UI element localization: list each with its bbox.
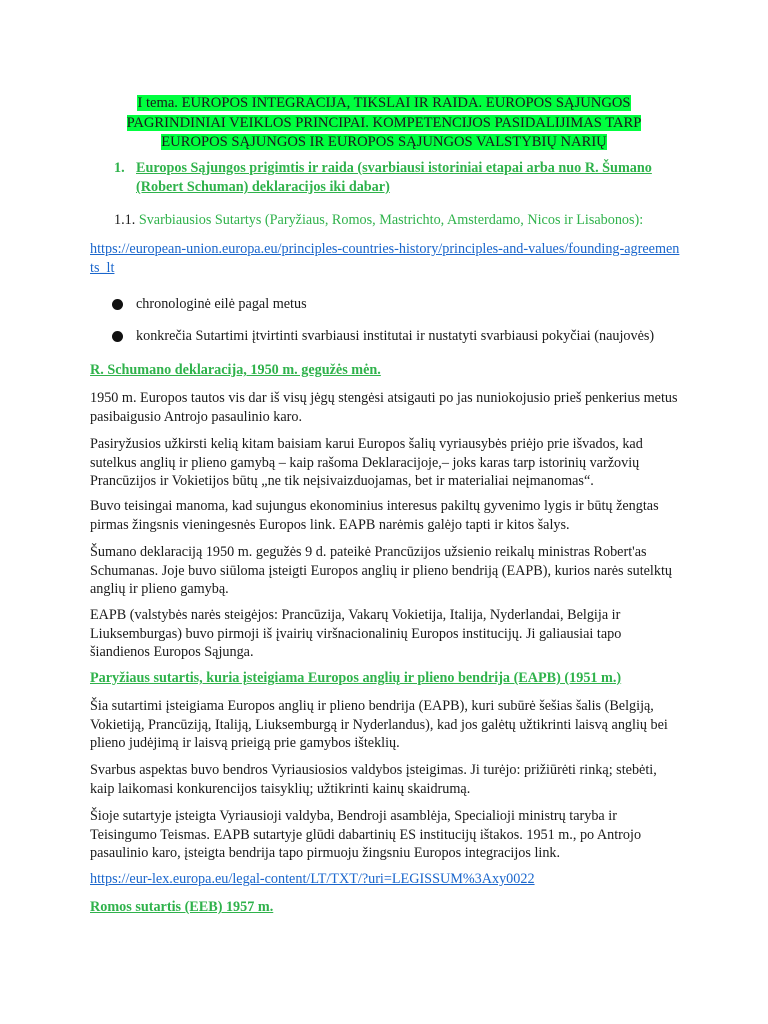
title-line-3: EUROPOS SĄJUNGOS IR EUROPOS SĄJUNGOS VALSTYBIŲ NARIŲ bbox=[161, 134, 607, 150]
eur-lex-link-block bbox=[90, 870, 680, 889]
bullet-dot-icon bbox=[112, 331, 123, 342]
section-1-text: Europos Sąjungos prigimtis ir raida (svarbiausi istoriniai etapai arba nuo R. Šumano (Robert Schuman) deklaracijos iki dabar) bbox=[136, 160, 652, 195]
document-title bbox=[100, 94, 668, 153]
founding-agreements-link-block bbox=[90, 240, 680, 277]
paragraph-6: Šia sutartimi įsteigiama Europos anglių ir plieno bendrija (EAPB), kuri subūrė šešias šalis (Belgiją, Vokietiją, Prancūziją, Italiją, Liuksemburgą ir Nyderlandus), kad jos galėtų užtikrinti laisvą anglių bei plieno judėjimą ir laisvą prieigą prie gamybos išteklių. bbox=[90, 698, 668, 751]
paragraph-3: Buvo teisingai manoma, kad sujungus ekonominius interesus pakiltų gyvenimo lygis ir būtų žengtas pirmas žingsnis vieningesnės Europos link. EAPB narėmis galėjo tapti ir kitos šalys. bbox=[90, 498, 659, 533]
heading-schuman-declaration: R. Schumano deklaracija, 1950 m. gegužės mėn. bbox=[90, 362, 381, 378]
paragraph-2: Pasiryžusios užkirsti kelią kitam baisiam karui Europos šalių vyriausybės priėjo prie išvados, kad sutelkus anglių ir plieno gamybą – kaip rašoma Deklaracijoje,– joks karas tarp istorinių varžovių Prancūzijos ir Vokietijos būtų „ne tik neįsivaizduojamas, bet ir materialiai neįmanomas“. bbox=[90, 436, 643, 489]
paragraph-4: Šumano deklaraciją 1950 m. gegužės 9 d. pateikė Prancūzijos užsienio reikalų ministras Robert'as Schumanas. Joje buvo siūloma įsteigti Europos anglių ir plieno bendriją (EAPB), kurios narės sutelktų anglių ir plieno gamybą. bbox=[90, 544, 672, 597]
title-line-1: I tema. EUROPOS INTEGRACIJA, TIKSLAI IR RAIDA. EUROPOS SĄJUNGOS bbox=[137, 95, 631, 111]
subsection-1-1 bbox=[114, 211, 674, 230]
bullet-text-1: chronologinė eilė pagal metus bbox=[136, 296, 307, 312]
subsection-number: 1.1. bbox=[114, 212, 136, 228]
section-1-number: 1. bbox=[114, 160, 125, 176]
founding-agreements-link[interactable]: https://european-union.europa.eu/principles-countries-history/principles-and-values/founding-agreements_lt bbox=[90, 241, 680, 276]
heading-paris-treaty: Paryžiaus sutartis, kuria įsteigiama Europos anglių ir plieno bendrija (EAPB) (1951 m.) bbox=[90, 670, 622, 686]
bullet-dot-icon bbox=[112, 299, 123, 310]
paragraph-1: 1950 m. Europos tautos vis dar iš visų jėgų stengėsi atsigauti po jas nuniokojusio prieš penkerius metus pasibaigusio Antrojo pasaulinio karo. bbox=[90, 390, 678, 425]
heading-rome-treaty: Romos sutartis (EEB) 1957 m. bbox=[90, 899, 274, 915]
paragraph-7: Svarbus aspektas buvo bendros Vyriausiosios valdybos įsteigimas. Ji turėjo: prižiūrėti rinką; stebėti, kaip laikomasi konkurencijos taisyklių; užtikrinti kainų skaidrumą. bbox=[90, 762, 657, 797]
subsection-text: Svarbiausios Sutartys (Paryžiaus, Romos, Mastrichto, Amsterdamo, Nicos ir Lisabonos): bbox=[138, 212, 644, 228]
paragraph-5: EAPB (valstybės narės steigėjos: Prancūzija, Vakarų Vokietija, Italija, Nyderlandai, Belgija ir Liuksemburgas) buvo pirmoji iš įvairių viršnacionalinių Europos institucijų. Ji galiausiai tapo šiandienos Europos Sąjunga. bbox=[90, 607, 622, 660]
bullet-text-2: konkrečia Sutartimi įtvirtinti svarbiausi institutai ir nustatyti svarbiausi pokyčiai (naujovės) bbox=[136, 328, 655, 344]
paragraph-8: Šioje sutartyje įsteigta Vyriausioji valdyba, Bendroji asamblėja, Specialioji ministrų taryba ir Teisingumo Teismas. EAPB sutartyje glūdi dabartinių ES institucijų ištakos. 1951 m., po Antrojo pasaulinio karo, įsteigta bendrija tapo pirmuoju žingsniu Europos integracijos link. bbox=[90, 808, 642, 861]
eur-lex-link[interactable]: https://eur-lex.europa.eu/legal-content/LT/TXT/?uri=LEGISSUM%3Axy0022 bbox=[90, 871, 535, 887]
title-line-2: PAGRINDINIAI VEIKLOS PRINCIPAI. KOMPETENCIJOS PASIDALIJIMAS TARP bbox=[126, 114, 642, 131]
